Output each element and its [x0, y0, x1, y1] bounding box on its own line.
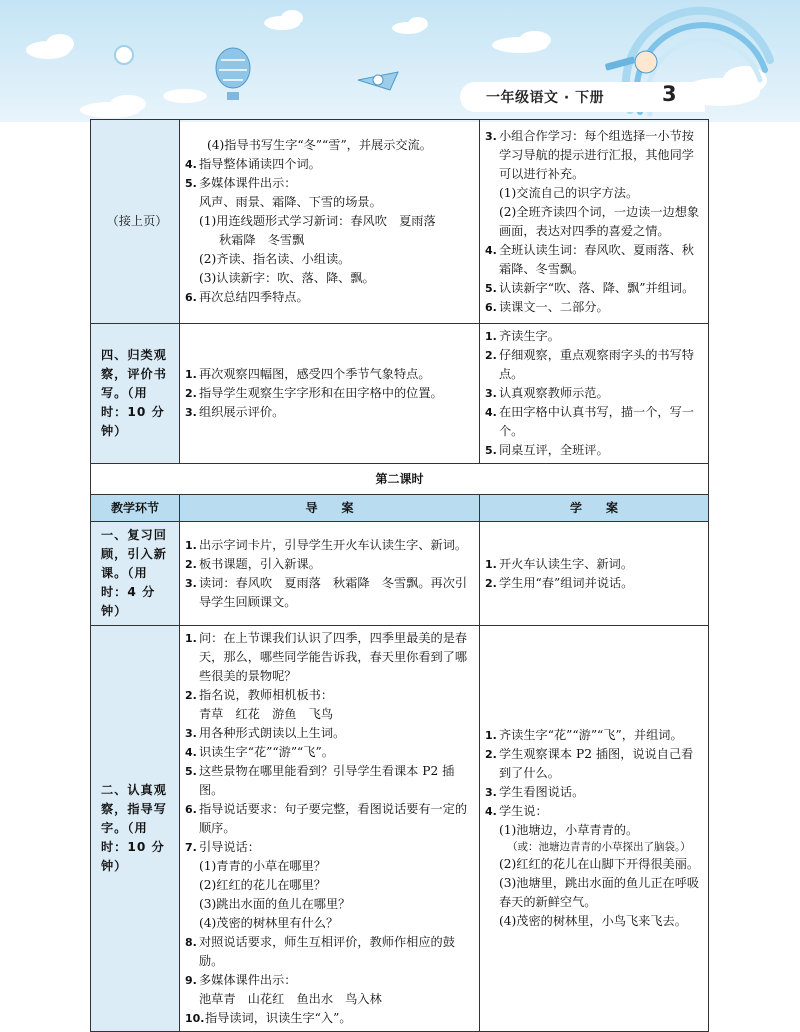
list-item: 组织展示评价。: [199, 405, 285, 419]
guide-cell: 1. 出示字词卡片，引导学生开火车认读生字、新词。 2. 板书课题，引入新课。 3. 读词：春风吹 夏雨落 秋霜降 冬雪飘。再次引导学生回顾课文。: [180, 522, 480, 626]
list-item: 用各种形式朗读以上生词。: [199, 726, 346, 740]
list-item: 在田字格中认真书写，描一个，写一个。: [499, 405, 694, 438]
list-item: 学生说：: [499, 804, 548, 818]
list-item: (4)指导书写生字“冬”“雪”，并展示交流。: [207, 138, 432, 152]
book-title: 一年级语文 · 下册: [486, 90, 605, 106]
list-item: 读词：春风吹 夏雨落 秋霜降 冬雪飘。再次引导学生回顾课文。: [199, 575, 468, 609]
column-header: 学 案: [480, 495, 709, 522]
list-item: 再次观察四幅图，感受四个季节气象特点。: [199, 367, 431, 381]
list-item: 对照说话要求，师生互相评价，教师作相应的鼓励。: [199, 935, 455, 968]
study-cell: 1. 齐读生字。 2. 仔细观察，重点观察雨字头的书写特点。 3. 认真观察教师示范。 4. 在田字格中认真书写，描一个，写一个。 5. 同桌互评，全班评。: [480, 324, 709, 464]
section-title: 第二课时: [91, 464, 709, 495]
list-item: 学生观察课本 P2 插图，说说自己看到了什么。: [499, 747, 694, 780]
table-row: [91, 626, 709, 1032]
stage-cell: 一、复习回顾，引入新课。（用时：4 分钟）: [91, 522, 180, 626]
page-number: 3: [662, 82, 677, 106]
list-item: 多媒体课件出示：: [199, 973, 297, 987]
list-item: 指导整体诵读四个词。: [199, 157, 321, 171]
list-item: 认读新字“吹、落、降、飘”并组词。: [499, 280, 695, 295]
column-header: 教学环节: [91, 495, 180, 522]
list-item: 开火车认读生字、新词。: [499, 556, 634, 571]
list-item: 齐读生字。: [499, 329, 560, 343]
list-item: 指导读词，识读生字“入”。: [205, 1011, 352, 1025]
list-item: 识读生字“花”“游”“飞”。: [199, 745, 334, 759]
sun-icon: [115, 46, 133, 64]
table-row: [91, 464, 709, 495]
list-item: 学生看图说话。: [499, 785, 585, 799]
list-item: （或：池塘边青青的小草探出了脑袋。）: [507, 841, 691, 853]
list-item: 池草青 山花红 鱼出水 鸟入林: [199, 992, 382, 1006]
list-item: 这些景物在哪里能看到？引导学生看课本 P2 插图。: [199, 764, 455, 797]
list-item: 同桌互评，全班评。: [499, 443, 609, 457]
table-row: [91, 120, 709, 324]
list-item: 引导说话：: [199, 840, 260, 854]
list-item: 指导学生观察生字字形和在田字格中的位置。: [199, 386, 443, 400]
list-item: (3)池塘里，跳出水面的鱼儿正在呼吸春天的新鲜空气。: [499, 876, 700, 909]
list-item: 指名说，教师相机板书：: [199, 688, 334, 702]
lesson-plan-table: [90, 119, 709, 1032]
list-item: 问：在上节课我们认识了四季，四季里最美的是春天，那么，哪些同学能告诉我，春天里你看到了哪些很美的景物呢？: [199, 631, 468, 683]
list-item: 齐读生字“花”“游”“飞”，并组词。: [499, 728, 683, 742]
list-item: 再次总结四季特点。: [199, 290, 309, 304]
study-cell: 3. 小组合作学习：每个组选择一小节按学习导航的提示进行汇报，其他同学可以进行补充。 (1)交流自己的识字方法。 (2)全班齐读四个词，一边读一边想象画面，表达对四季的喜爱之情。 4. 全班认读生词：春风吹、夏雨落、秋霜降、冬雪飘。 5. 认读新字“吹、落、降、飘”并组词。 6. 读课文一、二部分。: [480, 120, 709, 324]
column-header-row: [91, 495, 709, 522]
list-item: (3)跳出水面的鱼儿在哪里？: [199, 897, 351, 911]
guide-cell: 1. 问：在上节课我们认识了四季，四季里最美的是春天，那么，哪些同学能告诉我，春天里你看到了哪些很美的景物呢？ 2. 指名说，教师相机板书： 青草 红花 游鱼 飞鸟 3. 用各种形式朗读以上生词。 4. 识读生字“花”“游”“飞”。 5. 这些景物在哪里能看到？引导学生看课本 P2 插图。 6. 指导说话要求：句子要完整，看图说话要有一定的顺序。 7. 引导说话： (1)青青的小草在哪里？ (2)红红的花儿在哪里？ (3)跳出水面的鱼儿在哪里？ (4)茂密的树林里有什么？ 8. 对照说话要求，师生互相评价，教师作相应的鼓励。 9. 多媒体课件出示： 池草青 山花红 鱼出水 鸟入林 10. 指导读词，识读生字“入”。: [180, 626, 480, 1032]
stage-cell: （接上页）: [91, 120, 180, 324]
list-item: 全班认读生词：春风吹、夏雨落、秋霜降、冬雪飘。: [499, 242, 694, 276]
list-item: (3)认读新字：吹、落、降、飘。: [199, 271, 375, 285]
stage-cell: 二、认真观察，指导写字。（用时：10 分钟）: [91, 626, 180, 1032]
study-cell: 1. 开火车认读生字、新词。 2. 学生用“春”组词并说话。: [480, 522, 709, 626]
list-item: (1)交流自己的识字方法。: [499, 185, 639, 200]
list-item: 认真观察教师示范。: [499, 386, 609, 400]
guide-cell: (4)指导书写生字“冬”“雪”，并展示交流。 4. 指导整体诵读四个词。 5. 多媒体课件出示： 风声、雨景、霜降、下雪的场景。 (1)用连线题形式学习新词：春风吹 夏雨落 秋霜降 冬雪飘 (2)齐读、指名读、小组读。 (3)认读新字：吹、落、降、飘。 6. 再次总结四季特点。: [180, 120, 480, 324]
list-item: (1)用连线题形式学习新词：春风吹 夏雨落: [199, 214, 436, 228]
stage-cell: 四、归类观察，评价书写。（用时：10 分钟）: [91, 324, 180, 464]
list-item: (4)茂密的树林里，小鸟飞来飞去。: [499, 914, 687, 928]
column-header: 导 案: [180, 495, 480, 522]
header-banner: [0, 0, 800, 122]
list-item: 多媒体课件出示：: [199, 176, 297, 190]
list-item: 青草 红花 游鱼 飞鸟: [199, 707, 334, 721]
list-item: 小组合作学习：每个组选择一小节按学习导航的提示进行汇报，其他同学可以进行补充。: [499, 128, 694, 181]
list-item: (1)青青的小草在哪里？: [199, 859, 326, 873]
list-item: 板书课题，引入新课。: [199, 556, 321, 571]
list-item: (2)红红的花儿在山脚下开得很美丽。: [499, 857, 700, 871]
list-item: 仔细观察，重点观察雨字头的书写特点。: [499, 348, 694, 381]
list-item: 出示字词卡片，引导学生开火车认读生字、新词。: [199, 537, 468, 552]
list-item: 风声、雨景、霜降、下雪的场景。: [199, 195, 382, 209]
guide-cell: 1. 再次观察四幅图，感受四个季节气象特点。 2. 指导学生观察生字字形和在田字格中的位置。 3. 组织展示评价。: [180, 324, 480, 464]
study-cell: 1. 齐读生字“花”“游”“飞”，并组词。 2. 学生观察课本 P2 插图，说说自己看到了什么。 3. 学生看图说话。 4. 学生说： (1)池塘边，小草青青的。 （或：池塘边青青的小草探出了脑袋。） (2)红红的花儿在山脚下开得很美丽。 (3)池塘里，跳出水面的鱼儿正在呼吸春天的新鲜空气。 (4)茂密的树林里，小鸟飞来飞去。: [480, 626, 709, 1032]
list-item: (2)红红的花儿在哪里？: [199, 878, 326, 892]
table-row: [91, 522, 709, 626]
list-item: (2)全班齐读四个词，一边读一边想象画面，表达对四季的喜爱之情。: [499, 204, 700, 238]
list-item: 读课文一、二部分。: [499, 299, 609, 314]
list-item: 学生用“春”组词并说话。: [499, 575, 634, 590]
list-item: (2)齐读、指名读、小组读。: [199, 252, 351, 266]
table-row: [91, 324, 709, 464]
list-item: 指导说话要求：句子要完整，看图说话要有一定的顺序。: [199, 802, 468, 835]
list-item: (4)茂密的树林里有什么？: [199, 916, 339, 930]
list-item: 秋霜降 冬雪飘: [219, 233, 305, 247]
list-item: (1)池塘边，小草青青的。: [499, 823, 639, 837]
